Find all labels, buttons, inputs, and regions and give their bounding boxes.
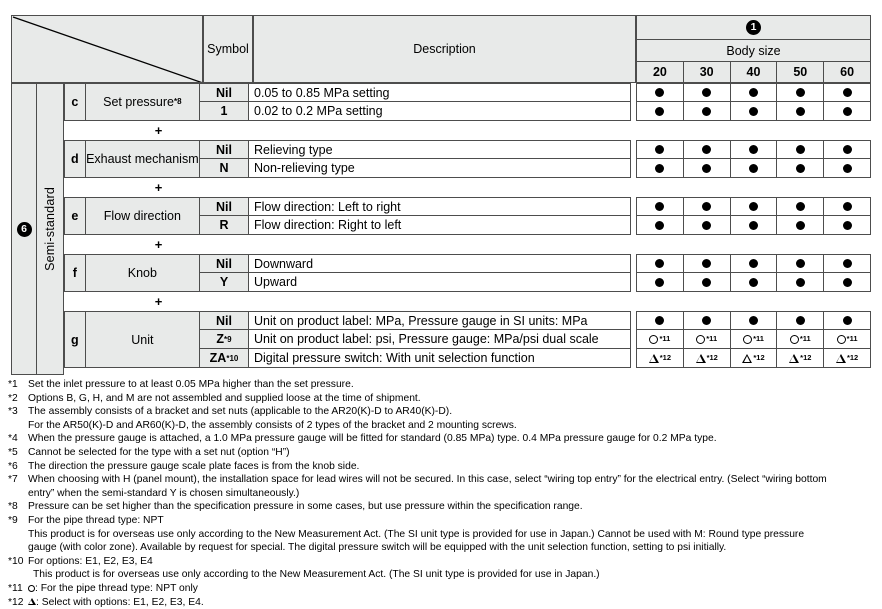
footnote-number: *6 <box>8 460 28 474</box>
row-symbol <box>199 311 249 330</box>
availability-cell-60 <box>823 140 871 159</box>
row-description: Flow direction: Left to right <box>248 197 631 216</box>
availability-cell-50 <box>776 254 824 273</box>
availability-cell-20 <box>636 101 684 121</box>
row-symbol-label: Nil <box>216 200 232 214</box>
table-row <box>199 140 871 159</box>
option-group-g <box>64 311 871 368</box>
open-circle-icon <box>649 335 658 344</box>
row-symbol <box>199 215 249 235</box>
filled-circle-icon <box>843 88 852 97</box>
filled-circle-icon <box>843 107 852 116</box>
availability-cell-60 <box>823 215 871 235</box>
mark-footnote-ref: *11 <box>659 335 670 343</box>
footnote-text: Options B, G, H, and M are not assembled and supplied loose at the time of shipment. <box>28 392 876 406</box>
footnote-text: This product is for overseas use only according to the New Measurement Act. (The SI unit type is provided for use in Japan.) <box>33 568 876 582</box>
footnote <box>8 487 876 501</box>
triangle-icon <box>649 354 659 363</box>
footnote <box>8 541 876 555</box>
table-body <box>11 83 871 375</box>
table-row <box>199 159 871 178</box>
sidebar-semi-standard-cell <box>36 83 64 375</box>
footnote-number: *9 <box>8 514 28 528</box>
footnote-text: This product is for overseas use only according to the New Measurement Act. (The SI unit type is provided for use in Japan.) Cannot be used with M: Round type pressure <box>28 528 876 542</box>
footnote-text: Pressure can be set higher than the specification pressure in some cases, but use pressure within the specification range. <box>28 500 876 514</box>
sidebar-label: Semi-standard <box>43 187 57 271</box>
body-size-col-40: 40 <box>730 61 778 83</box>
availability-cell-50 <box>776 215 824 235</box>
footnote <box>8 568 876 582</box>
availability-cell-20 <box>636 311 684 330</box>
availability-cell-60 <box>823 158 871 178</box>
group-rows <box>199 197 871 235</box>
filled-circle-icon <box>749 164 758 173</box>
row-availability-matrix <box>636 215 871 235</box>
group-category <box>85 140 200 178</box>
filled-circle-icon <box>796 221 805 230</box>
footnote <box>8 514 876 528</box>
row-availability-matrix <box>636 272 871 292</box>
filled-circle-icon <box>702 259 711 268</box>
footnote-text: When choosing with H (panel mount), the installation space for lead wires will not be secured. In this case, select “wiring top entry” for the electrical entry. (Select “wiring bottom <box>28 473 876 487</box>
filled-circle-icon <box>702 316 711 325</box>
triangle-icon <box>836 354 846 363</box>
footnote-text: For the AR50(K)-D and AR60(K)-D, the assembly consists of 2 types of the bracket and 2 mounting screws. <box>28 419 876 433</box>
filled-circle-icon <box>843 202 852 211</box>
open-circle-icon <box>790 335 799 344</box>
header-diagonal-cell <box>11 15 203 83</box>
filled-circle-icon <box>702 107 711 116</box>
row-symbol-label: ZA <box>210 351 227 365</box>
filled-circle-icon <box>843 316 852 325</box>
symbol-footnote-ref: *9 <box>224 335 232 344</box>
group-category <box>85 83 200 121</box>
footnote-number: *4 <box>8 432 28 446</box>
row-symbol <box>199 197 249 216</box>
availability-cell-20 <box>636 158 684 178</box>
plus-separator <box>64 235 871 254</box>
filled-circle-icon <box>843 259 852 268</box>
group-category-label: Flow direction <box>104 209 181 223</box>
filled-circle-icon <box>655 88 664 97</box>
availability-cell-40 <box>730 254 778 273</box>
footnote-text: When the pressure gauge is attached, a 1.0 MPa pressure gauge will be fitted for standard (0.85 MPa) type. 0.4 MPa pressure gauge for 0.2 MPa type. <box>28 432 876 446</box>
table-row <box>199 83 871 102</box>
filled-circle-icon <box>655 316 664 325</box>
row-description: Downward <box>248 254 631 273</box>
row-description: Non-relieving type <box>248 158 631 178</box>
body-size-badge-cell <box>636 15 871 39</box>
availability-cell-30 <box>683 254 731 273</box>
availability-cell-20 <box>636 215 684 235</box>
footnote-text <box>28 596 876 609</box>
filled-circle-icon <box>749 259 758 268</box>
group-letter: g <box>64 311 86 368</box>
group-letter: f <box>64 254 86 292</box>
footnote-text: Set the inlet pressure to at least 0.05 MPa higher than the set pressure. <box>28 378 876 392</box>
group-category-label: Knob <box>128 266 157 280</box>
footnote <box>8 378 876 392</box>
availability-cell-30 <box>683 215 731 235</box>
plus-sign: + <box>64 292 253 311</box>
availability-cell-40 <box>730 348 778 368</box>
availability-cell-40 <box>730 83 778 102</box>
body-size-label: Body size <box>636 39 871 61</box>
table-row <box>199 273 871 292</box>
filled-circle-icon <box>702 145 711 154</box>
row-symbol-label: R <box>219 218 228 232</box>
row-description: Unit on product label: MPa, Pressure gauge in SI units: MPa <box>248 311 631 330</box>
footnote <box>8 473 876 487</box>
availability-cell-40 <box>730 311 778 330</box>
row-symbol-label: Nil <box>216 257 232 271</box>
filled-circle-icon <box>749 88 758 97</box>
triangle-icon <box>742 354 752 363</box>
filled-circle-icon <box>655 259 664 268</box>
row-symbol-label: N <box>219 161 228 175</box>
availability-cell-30 <box>683 158 731 178</box>
row-availability-matrix <box>636 101 871 121</box>
open-circle-icon <box>696 335 705 344</box>
badge-1: 1 <box>746 20 761 35</box>
filled-circle-icon <box>749 278 758 287</box>
availability-cell-30 <box>683 348 731 368</box>
filled-circle-icon <box>702 202 711 211</box>
row-symbol <box>199 140 249 159</box>
row-availability-matrix <box>636 158 871 178</box>
option-group-f <box>64 254 871 292</box>
filled-circle-icon <box>796 88 805 97</box>
filled-circle-icon <box>749 202 758 211</box>
footnotes <box>8 378 876 609</box>
triangle-icon <box>789 354 799 363</box>
sidebar-badge-cell <box>11 83 37 375</box>
filled-circle-icon <box>796 316 805 325</box>
filled-circle-icon <box>796 164 805 173</box>
mark-footnote-ref: *12 <box>707 354 718 362</box>
footnote-text: Cannot be selected for the type with a set nut (option “H”) <box>28 446 876 460</box>
availability-cell-40 <box>730 101 778 121</box>
availability-cell-20 <box>636 272 684 292</box>
row-description: Flow direction: Right to left <box>248 215 631 235</box>
mark-footnote-ref: *11 <box>847 335 858 343</box>
table-row <box>199 254 871 273</box>
footnote-text: gauge (with color zone). Available by request for special. The digital pressure switch will be equipped with the unit selection function, setting to psi initially. <box>28 541 876 555</box>
footnote-text: The assembly consists of a bracket and set nuts (applicable to the AR20(K)-D to AR40(K)-D). <box>28 405 876 419</box>
filled-circle-icon <box>749 221 758 230</box>
footnote-number: *8 <box>8 500 28 514</box>
availability-cell-60 <box>823 254 871 273</box>
footnote <box>8 582 876 596</box>
group-category-label: Exhaust mechanism <box>86 152 199 166</box>
availability-cell-60 <box>823 272 871 292</box>
filled-circle-icon <box>655 164 664 173</box>
group-letter: c <box>64 83 86 121</box>
availability-cell-40 <box>730 272 778 292</box>
row-symbol-label: Nil <box>216 314 232 328</box>
availability-cell-30 <box>683 272 731 292</box>
group-category <box>85 311 200 368</box>
body-size-col-20: 20 <box>636 61 684 83</box>
category-footnote-ref: *8 <box>174 95 182 109</box>
row-description: 0.02 to 0.2 MPa setting <box>248 101 631 121</box>
row-description: 0.05 to 0.85 MPa setting <box>248 83 631 102</box>
plus-sign: + <box>64 178 253 197</box>
footnote-number: *10 <box>8 555 28 569</box>
group-rows <box>199 311 871 368</box>
filled-circle-icon <box>843 145 852 154</box>
plus-sign: + <box>64 235 253 254</box>
availability-cell-60 <box>823 311 871 330</box>
row-availability-matrix <box>636 311 871 330</box>
row-symbol-label: Y <box>220 275 228 289</box>
filled-circle-icon <box>749 145 758 154</box>
header-description: Description <box>253 15 636 83</box>
row-symbol <box>199 329 249 349</box>
footnote <box>8 446 876 460</box>
option-groups <box>64 83 871 368</box>
filled-circle-icon <box>702 278 711 287</box>
option-group-d <box>64 140 871 178</box>
availability-cell-30 <box>683 83 731 102</box>
group-rows <box>199 83 871 121</box>
availability-cell-30 <box>683 329 731 349</box>
mark-footnote-ref: *11 <box>753 335 764 343</box>
filled-circle-icon <box>796 259 805 268</box>
badge-6: 6 <box>17 222 32 237</box>
availability-cell-50 <box>776 272 824 292</box>
group-category-label: Set pressure <box>103 95 174 109</box>
filled-circle-icon <box>655 107 664 116</box>
row-symbol <box>199 348 249 368</box>
row-description: Upward <box>248 272 631 292</box>
row-description: Digital pressure switch: With unit selection function <box>248 348 631 368</box>
availability-cell-50 <box>776 348 824 368</box>
option-group-c <box>64 83 871 121</box>
filled-circle-icon <box>796 145 805 154</box>
footnote <box>8 596 876 609</box>
row-symbol-label: Nil <box>216 86 232 100</box>
availability-cell-40 <box>730 140 778 159</box>
availability-cell-50 <box>776 197 824 216</box>
footnote-number: *5 <box>8 446 28 460</box>
plus-sign: + <box>64 121 253 140</box>
footnote <box>8 405 876 419</box>
footnote-body: : For the pipe thread type: NPT only <box>35 583 198 594</box>
group-letter: e <box>64 197 86 235</box>
footnote-number: *1 <box>8 378 28 392</box>
plus-separator <box>64 178 871 197</box>
availability-cell-20 <box>636 83 684 102</box>
mark-footnote-ref: *12 <box>753 354 764 362</box>
row-availability-matrix <box>636 348 871 368</box>
availability-cell-40 <box>730 215 778 235</box>
diagonal-line-icon <box>12 16 203 83</box>
symbol-footnote-ref: *10 <box>226 354 238 363</box>
availability-cell-50 <box>776 311 824 330</box>
row-symbol-label: Z <box>216 332 224 346</box>
availability-cell-20 <box>636 348 684 368</box>
availability-cell-60 <box>823 348 871 368</box>
filled-circle-icon <box>749 107 758 116</box>
group-category-label: Unit <box>131 333 153 347</box>
table-row <box>199 311 871 330</box>
footnote <box>8 555 876 569</box>
mark-footnote-ref: *11 <box>800 335 811 343</box>
group-letter: d <box>64 140 86 178</box>
plus-separator <box>64 121 871 140</box>
availability-cell-60 <box>823 83 871 102</box>
filled-circle-icon <box>796 107 805 116</box>
triangle-icon <box>696 354 706 363</box>
row-availability-matrix <box>636 83 871 102</box>
footnote-text <box>28 582 876 596</box>
filled-circle-icon <box>843 221 852 230</box>
footnote <box>8 392 876 406</box>
footnote-number: *2 <box>8 392 28 406</box>
filled-circle-icon <box>655 278 664 287</box>
filled-circle-icon <box>796 278 805 287</box>
footnote-number: *11 <box>8 582 28 596</box>
row-symbol-label: Nil <box>216 143 232 157</box>
body-size-col-30: 30 <box>683 61 731 83</box>
mark-footnote-ref: *12 <box>800 354 811 362</box>
open-circle-icon <box>28 585 35 592</box>
footnote-number: *12 <box>8 596 28 609</box>
table-row <box>199 216 871 235</box>
availability-cell-20 <box>636 140 684 159</box>
availability-cell-50 <box>776 140 824 159</box>
row-symbol-label: 1 <box>221 104 228 118</box>
mark-footnote-ref: *12 <box>847 354 858 362</box>
footnote <box>8 432 876 446</box>
filled-circle-icon <box>702 88 711 97</box>
body-size-col-60: 60 <box>823 61 871 83</box>
mark-footnote-ref: *12 <box>660 354 671 362</box>
row-description: Relieving type <box>248 140 631 159</box>
footnote-text: The direction the pressure gauge scale plate faces is from the knob side. <box>28 460 876 474</box>
availability-cell-60 <box>823 101 871 121</box>
footnote-number: *7 <box>8 473 28 487</box>
header-symbol: Symbol <box>203 15 253 83</box>
footnote-body: : Select with options: E1, E2, E3, E4. <box>36 597 204 608</box>
footnote-text: entry” when the semi-standard Y is chosen simultaneously.) <box>28 487 876 501</box>
availability-cell-50 <box>776 158 824 178</box>
footnote <box>8 460 876 474</box>
row-availability-matrix <box>636 254 871 273</box>
open-circle-icon <box>743 335 752 344</box>
body-size-columns <box>636 61 871 83</box>
row-availability-matrix <box>636 197 871 216</box>
group-rows <box>199 140 871 178</box>
availability-cell-30 <box>683 311 731 330</box>
filled-circle-icon <box>702 221 711 230</box>
table-row <box>199 349 871 368</box>
group-rows <box>199 254 871 292</box>
availability-cell-20 <box>636 197 684 216</box>
header-body-size-group <box>636 15 871 83</box>
filled-circle-icon <box>843 164 852 173</box>
row-symbol <box>199 83 249 102</box>
row-availability-matrix <box>636 140 871 159</box>
availability-cell-50 <box>776 329 824 349</box>
mark-footnote-ref: *11 <box>706 335 717 343</box>
availability-cell-20 <box>636 254 684 273</box>
footnote <box>8 500 876 514</box>
filled-circle-icon <box>655 202 664 211</box>
availability-cell-40 <box>730 329 778 349</box>
footnote <box>8 419 876 433</box>
row-symbol <box>199 272 249 292</box>
filled-circle-icon <box>843 278 852 287</box>
footnote-number: *3 <box>8 405 28 419</box>
row-symbol <box>199 254 249 273</box>
footnote-text: For options: E1, E2, E3, E4 <box>28 555 876 569</box>
row-availability-matrix <box>636 329 871 349</box>
row-description: Unit on product label: psi, Pressure gauge: MPa/psi dual scale <box>248 329 631 349</box>
table-header <box>11 15 871 83</box>
filled-circle-icon <box>749 316 758 325</box>
row-symbol <box>199 101 249 121</box>
availability-cell-30 <box>683 197 731 216</box>
availability-cell-20 <box>636 329 684 349</box>
availability-cell-30 <box>683 101 731 121</box>
availability-cell-40 <box>730 158 778 178</box>
group-category <box>85 197 200 235</box>
filled-circle-icon <box>796 202 805 211</box>
filled-circle-icon <box>702 164 711 173</box>
group-category <box>85 254 200 292</box>
availability-cell-40 <box>730 197 778 216</box>
availability-cell-60 <box>823 329 871 349</box>
open-circle-icon <box>837 335 846 344</box>
option-group-e <box>64 197 871 235</box>
table-row <box>199 330 871 349</box>
availability-cell-30 <box>683 140 731 159</box>
availability-cell-50 <box>776 83 824 102</box>
availability-cell-60 <box>823 197 871 216</box>
footnote <box>8 528 876 542</box>
table-row <box>199 102 871 121</box>
row-symbol <box>199 158 249 178</box>
footnote-text: For the pipe thread type: NPT <box>28 514 876 528</box>
body-size-col-50: 50 <box>776 61 824 83</box>
plus-separator <box>64 292 871 311</box>
availability-cell-50 <box>776 101 824 121</box>
filled-circle-icon <box>655 145 664 154</box>
filled-circle-icon <box>655 221 664 230</box>
table-row <box>199 197 871 216</box>
